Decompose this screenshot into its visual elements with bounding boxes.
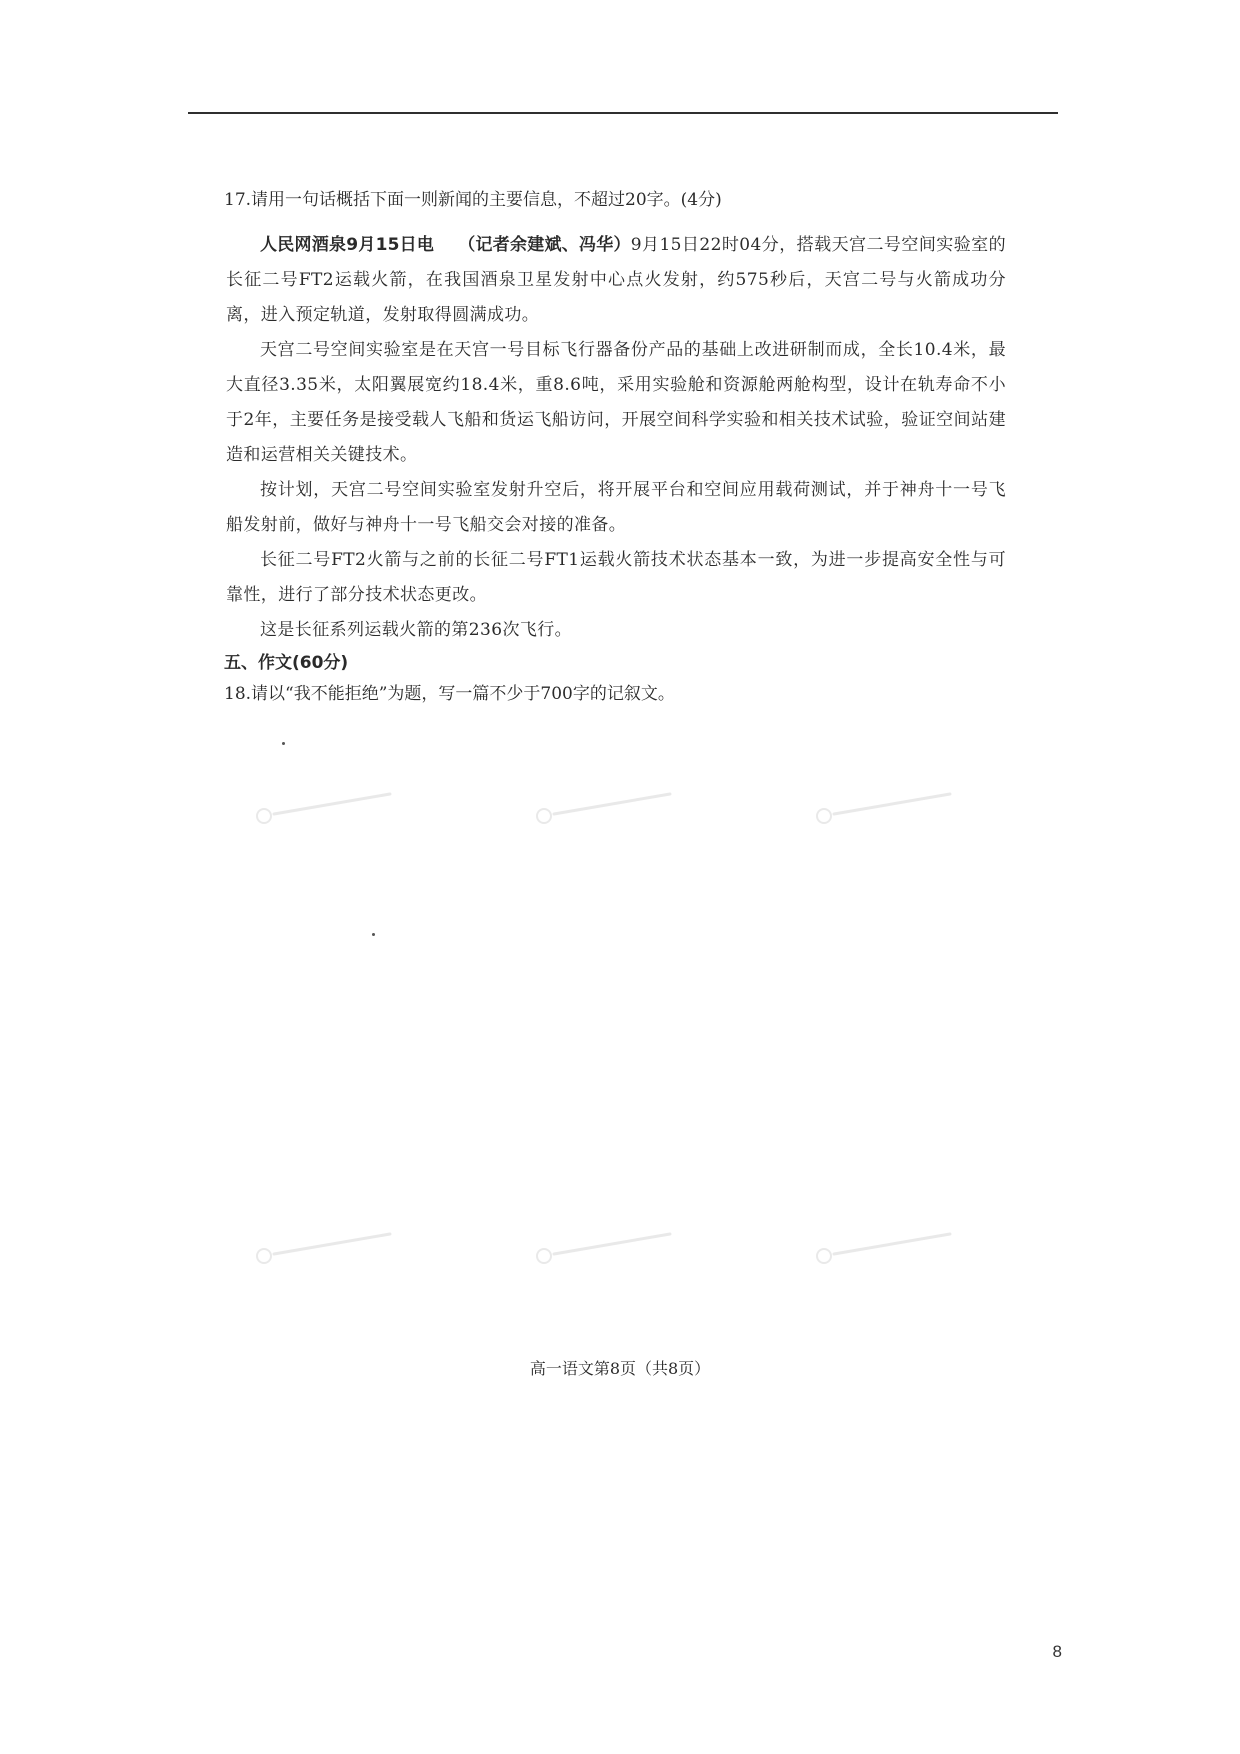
news-reporters: （记者余建斌、冯华） [458,235,631,255]
page-number: 8 [1052,1642,1062,1661]
news-paragraph-1 [226,228,1006,333]
news-article [226,228,1006,648]
news-paragraph-5: 这是长征系列运载火箭的第236次飞行。 [260,620,573,640]
watermark-logo-icon [250,790,400,830]
news-paragraph-1-body: 9月15日22时04分，搭载天宫二号空间实验室的长征二号FT2运载火箭，在我国酒泉卫星发射中心点火发射，约575秒后，天宫二号与火箭成功分离，进入预定轨道，发射取得圆满成功。 [226,235,1007,325]
exam-content [226,188,1006,722]
question-17-prompt: 17.请用一句话概括下面一则新闻的主要信息，不超过20字。(4分) [224,190,722,210]
header-rule [188,112,1058,114]
page-footer: 高一语文第8页（共8页） [529,1359,711,1378]
watermark-logo-icon [530,1230,680,1270]
watermark-logo-icon [810,790,960,830]
news-paragraph-4: 长征二号FT2火箭与之前的长征二号FT1运载火箭技术状态基本一致，为进一步提高安全性与可靠性，进行了部分技术状态更改。 [226,550,1006,605]
section-5-heading: 五、作文(60分) [224,653,349,673]
news-dateline: 人民网酒泉9月15日电 [260,235,435,255]
watermark-logo-icon [530,790,680,830]
question-18-prompt: 18.请以“我不能拒绝”为题，写一篇不少于700字的记叙文。 [224,684,675,704]
news-paragraph-3: 按计划，天宫二号空间实验室发射升空后，将开展平台和空间应用载荷测试，并于神舟十一号飞船发射前，做好与神舟十一号飞船交会对接的准备。 [226,480,1006,535]
scan-speck [282,742,285,745]
watermark-logo-icon [250,1230,400,1270]
watermark-logo-icon [810,1230,960,1270]
news-paragraph-2: 天宫二号空间实验室是在天宫一号目标飞行器备份产品的基础上改进研制而成，全长10.4米，最大直径3.35米，太阳翼展宽约18.4米，重8.6吨，采用实验舱和资源舱两舱构型，设计在轨寿命不小于2年，主要任务是接受载人飞船和货运飞船访问，开展空间科学实验和相关技术试验，验证空间站建造和运营相关关键技术。 [226,340,1006,465]
scan-speck [372,933,375,936]
